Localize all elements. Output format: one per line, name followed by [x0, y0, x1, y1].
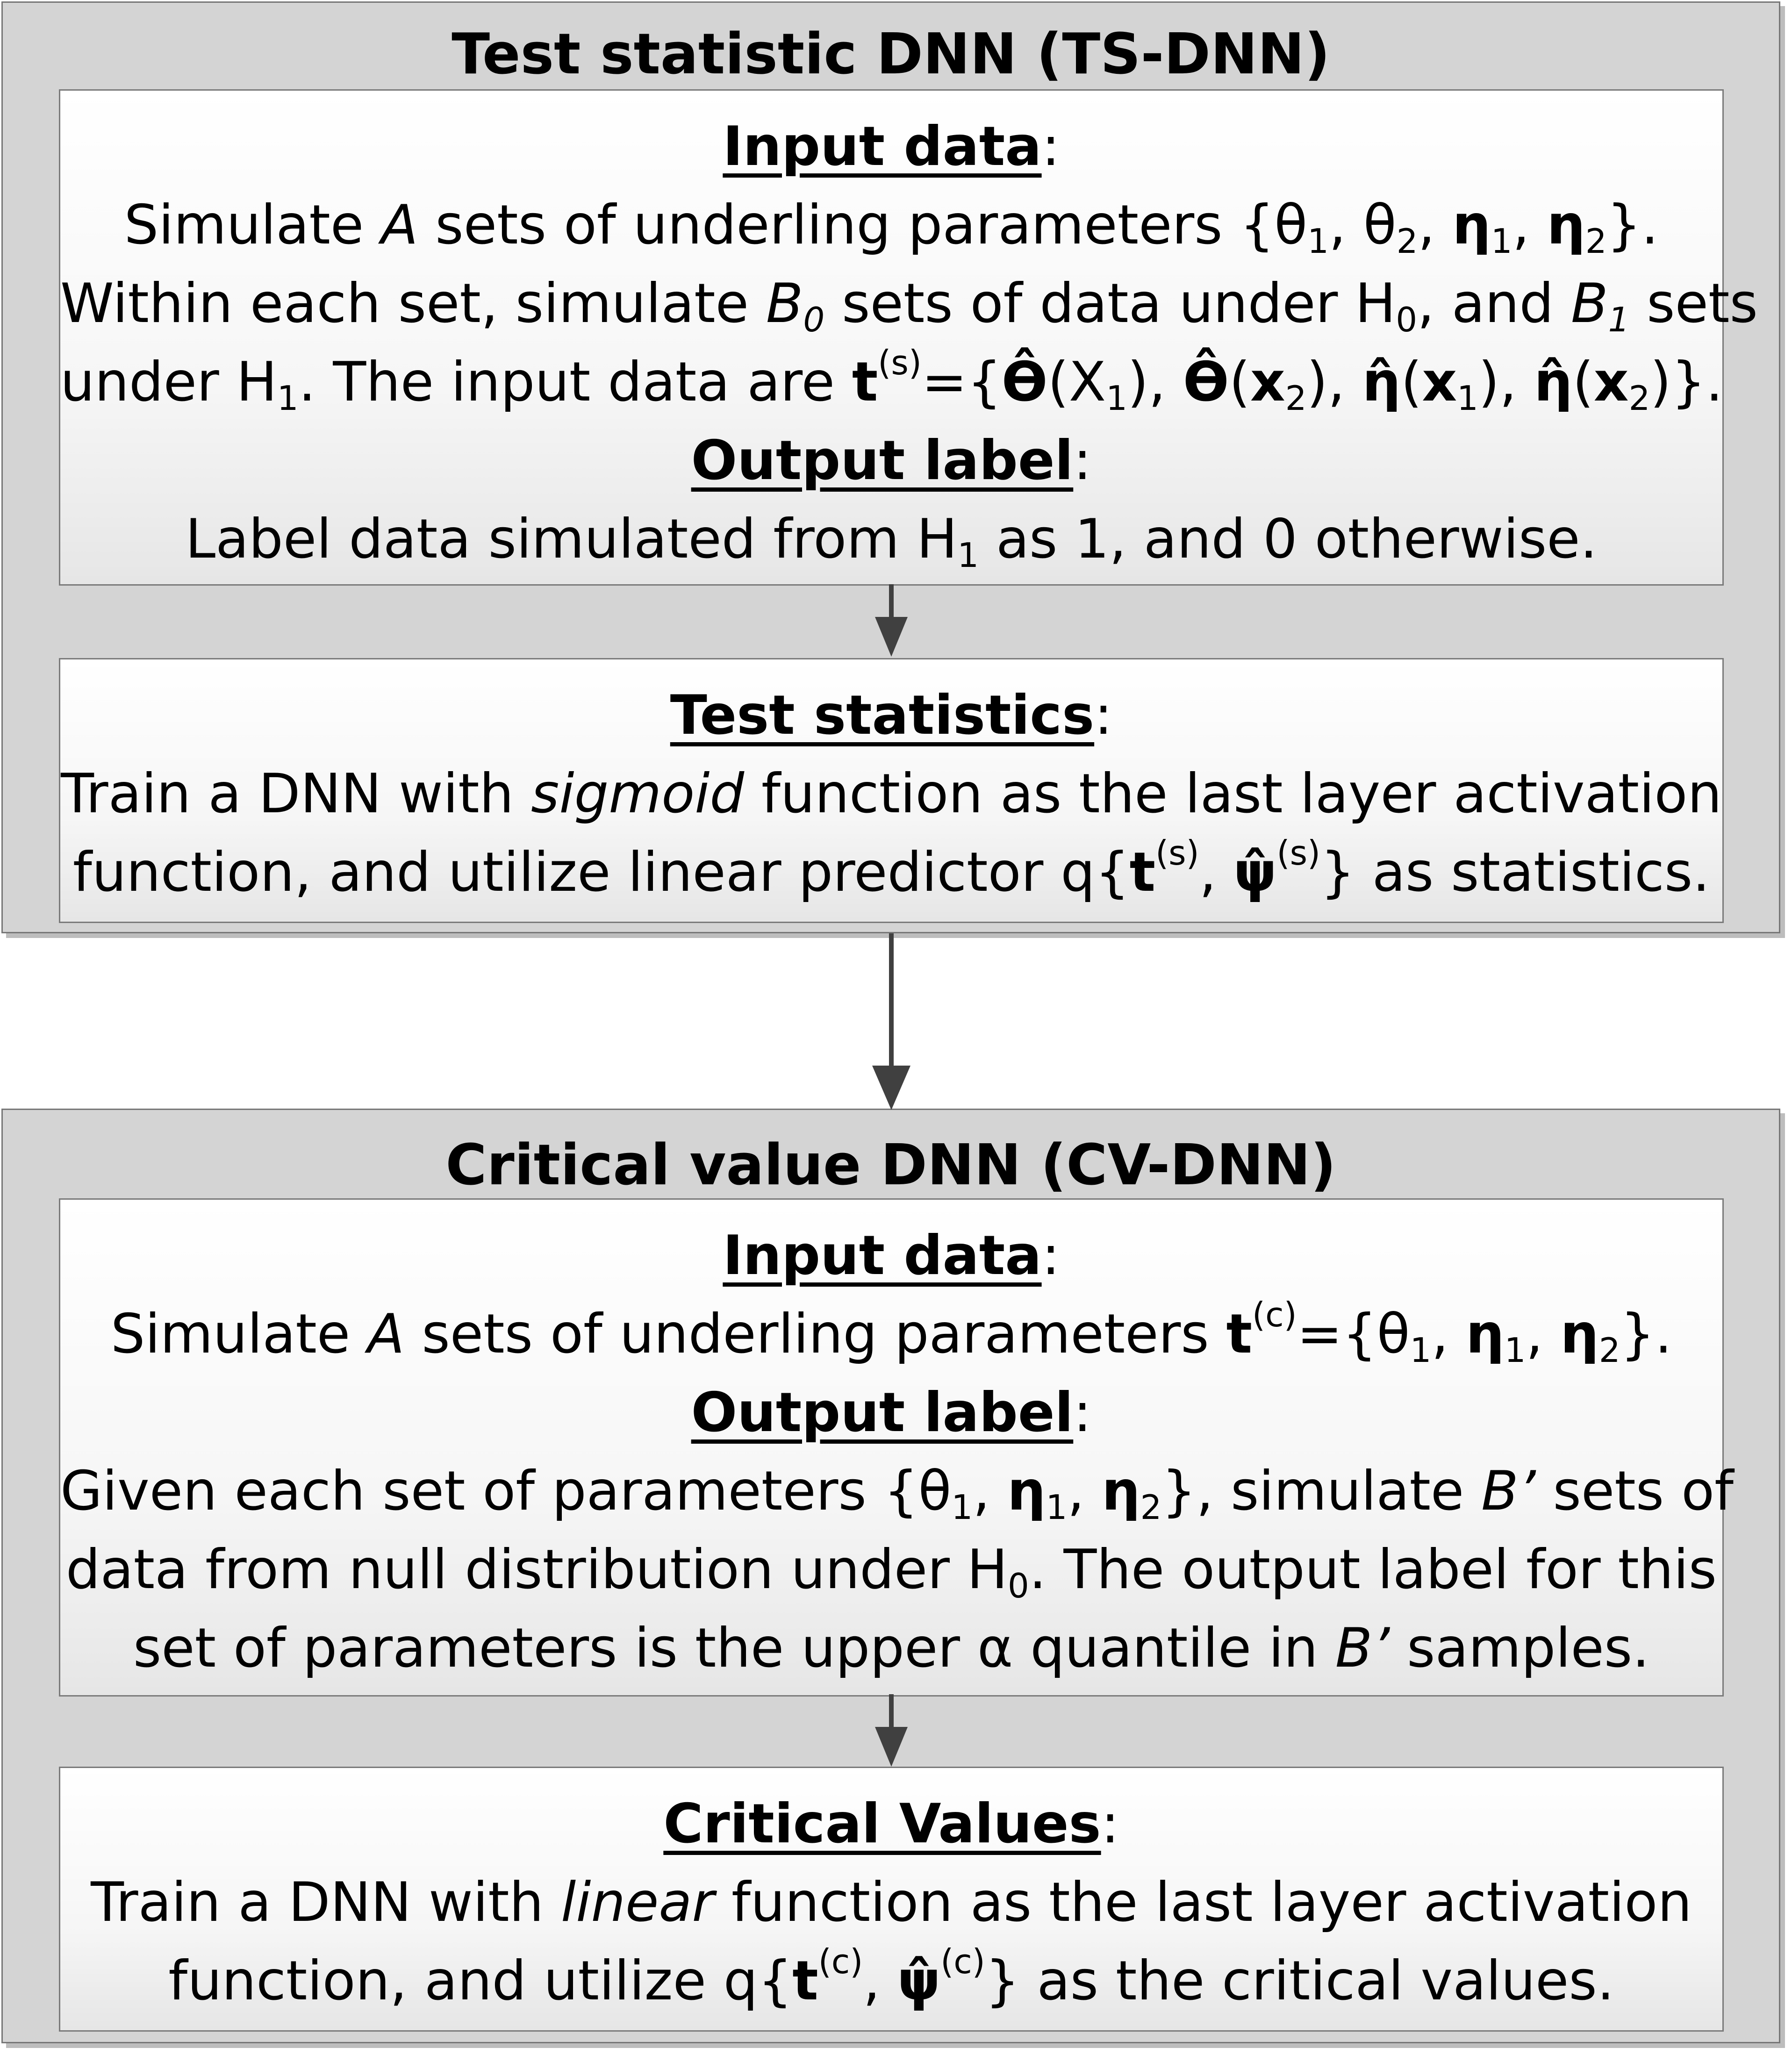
cv-input-heading-line: Input data:	[723, 1224, 1060, 1287]
cv-crit-heading-line: Critical Values:	[663, 1792, 1119, 1855]
ts-stat-heading: Test statistics	[670, 684, 1095, 747]
ts-input-line-3: under $H_1$. The input data are $t^{(s)}=\{ϴ̂(X_1)$, $ϴ̂(x_2)$, $\etâ(x_1)$, $\etâ(x_2)$}.	[60, 343, 1723, 418]
ts-output-line-1: Label data simulated from $H_1$ as 1, and 0 otherwise.	[185, 508, 1598, 575]
cv-output-heading: Output label	[691, 1381, 1074, 1444]
cv-input-heading: Input data	[723, 1224, 1042, 1287]
cv-crit-line-2: function, and utilize $q\{t^{(c)}$, ψ̂$^{(c)}$} as the critical values.	[168, 1941, 1614, 2012]
cv-dnn-title: Critical value DNN (CV-DNN)	[445, 1133, 1336, 1198]
cv-crit-heading: Critical Values	[663, 1792, 1101, 1855]
arrow-ts-input-to-stat	[875, 584, 908, 657]
cv-output-line-3: set of parameters is the upper α quantile in B’ samples.	[133, 1617, 1650, 1680]
ts-output-heading-line: Output label:	[691, 429, 1092, 492]
ts-stat-line-2: function, and utilize linear predictor $q\{t^{(s)}$, ψ̂$^{(s)}$} as statistics.	[72, 833, 1710, 904]
ts-stat-heading-line: Test statistics:	[670, 684, 1113, 747]
ts-output-heading: Output label	[691, 429, 1074, 492]
arrow-ts-to-cv	[872, 933, 910, 1110]
arrow-cv-input-to-crit	[875, 1694, 908, 1767]
cv-crit-line-1: Train a DNN with linear function as the last layer activation	[91, 1871, 1692, 1934]
ts-input-heading: Input data	[723, 115, 1042, 178]
ts-dnn-title: Test statistic DNN (TS-DNN)	[452, 22, 1330, 87]
ts-input-line-2: Within each set, simulate $B_0$ sets of data under $H_0$, and $B_1$ sets	[60, 272, 1758, 340]
cv-output-heading-line: Output label:	[691, 1381, 1092, 1444]
ts-stat-line-1: Train a DNN with sigmoid function as the last layer activation	[61, 762, 1722, 825]
ts-input-heading-line: Input data:	[723, 115, 1060, 178]
cv-output-line-2: data from null distribution under $H_0$. The output label for this	[65, 1538, 1717, 1606]
cv-input-line-1: Simulate A sets of underling parameters $t^{(c)}=\{\theta_1$, $\eta_1$, $\eta_2$}.	[110, 1295, 1672, 1370]
ts-input-line-1: Simulate A sets of underling parameters {$\theta_1$, $\theta_2$, $\eta_1$, $\eta_2$}.	[124, 193, 1659, 261]
cv-output-line-1: Given each set of parameters {$\theta_1$, $\eta_1$, $\eta_2$}, simulate B’ sets of	[60, 1460, 1734, 1527]
